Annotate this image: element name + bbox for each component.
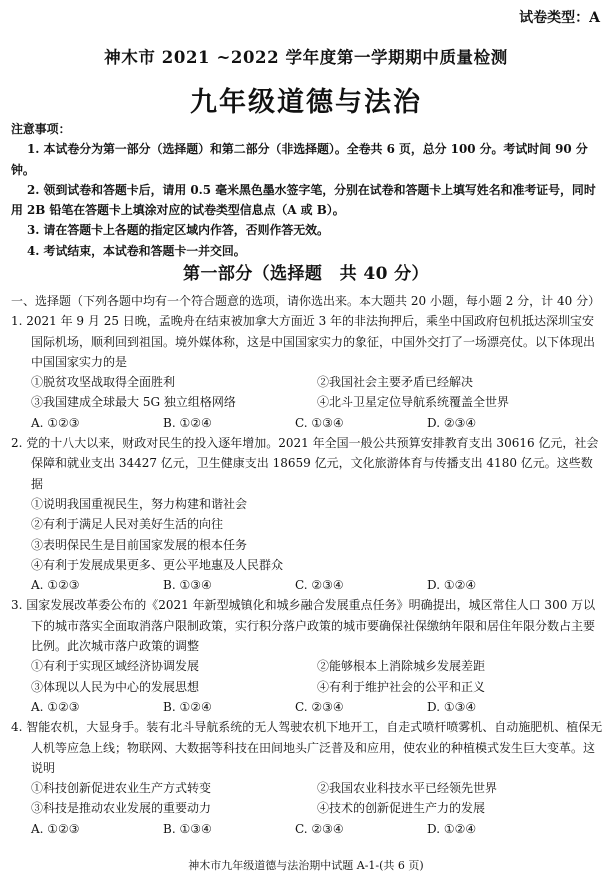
question-statements [11,494,603,595]
part1-title: 第一部分（选择题 共 40 分） [183,264,429,284]
question-stem: 3. 国家发展改革委公布的《2021 年新型城镇化和城乡融合发展重点任务》明确提出，城区常住人口 300 万以下的城市落实全面取消落户限制政策，实行积分落户政策的城市要确保社保缴纳年限和居住年限分数占主要比例。此次城市落户政策的调整 [11,598,596,654]
notice-block [11,119,603,261]
choice-c: C. ②③④ [295,578,344,593]
choice-a: A. ①②③ [31,578,80,593]
notice-item: 3. 请在答题卡上各题的指定区域内作答，否则作答无效。 [27,223,329,238]
choice-c: C. ②③④ [295,699,344,714]
question-2 [11,433,603,595]
subject-title: 九年级道德与法治 [190,87,422,118]
statement: ④北斗卫星定位导航系统覆盖全世界 [317,395,510,410]
choice-a: A. ①②③ [31,415,80,430]
choice-b: B. ①②④ [163,699,212,714]
question-stem: 4. 智能农机，大显身手。装有北斗导航系统的无人驾驶农机下地开工，自走式喷杆喷雾机、自动施肥机、植保无人机等应急上线；物联网、大数据等科技在田间地头广泛普及和应用，使农业的种植模式发生巨大变革。这说明 [11,720,603,775]
question-statements [11,372,603,433]
statement: ③表明保民生是目前国家发展的根本任务 [31,537,248,552]
statement: ①科技创新促进农业生产方式转变 [31,781,212,796]
page-footer: 神木市九年级道德与法治期中试题 A-1-(共 6 页) [188,859,424,872]
statement: ④有利于发展成果更多、更公平地惠及人民群众 [31,557,284,572]
choice-c: C. ①③④ [295,415,344,430]
choice-b: B. ①③④ [163,578,212,593]
statement: ②我国社会主要矛盾已经解决 [317,375,474,390]
choice-d: D. ②③④ [427,415,477,430]
question-statements [11,656,603,717]
exam-type-label: 试卷类型：A [519,10,600,26]
question-4 [11,717,603,839]
statement: ③科技是推动农业发展的重要动力 [31,801,212,816]
statement: ①脱贫攻坚战取得全面胜利 [31,375,176,390]
question-stem: 2. 党的十八大以来，财政对民生的投入逐年增加。2021 年全国一般公共预算安排教育支出 30616 亿元，社会保障和就业支出 34427 亿元，卫生健康支出 18659 亿元，文化旅游体育与传播支出 4180 亿元。这些数据 [11,436,599,491]
choice-d: D. ①②④ [427,821,477,836]
statement: ④技术的创新促进生产力的发展 [317,801,486,816]
choice-a: A. ①②③ [31,821,80,836]
choice-b: B. ①③④ [163,821,212,836]
exam-title: 神木市 2021 ~2022 学年度第一学期期中质量检测 [104,48,508,67]
notice-item: 4. 考试结束，本试卷和答题卡一并交回。 [27,243,246,258]
choice-d: D. ①②④ [427,578,477,593]
choice-d: D. ①③④ [427,699,477,714]
notice-heading: 注意事项： [11,122,71,136]
choice-a: A. ①②③ [31,699,80,714]
choice-section [11,291,603,839]
statement: ①有利于实现区域经济协调发展 [31,659,200,674]
section-intro: 一、选择题（下列各题中均有一个符合题意的选项，请你选出来。本大题共 20 小题，每小题 2 分，计 40 分） [11,294,601,308]
notice-item: 2. 领到试卷和答题卡后，请用 0.5 毫米黑色墨水签字笔，分别在试卷和答题卡上填写姓名和准考证号，同时用 2B 铅笔在答题卡上填涂对应的试卷类型信息点（A 或 B）。 [11,182,596,218]
question-1 [11,311,603,433]
choice-b: B. ①②④ [163,415,212,430]
statement: ③我国建成全球最大 5G 独立组格网络 [31,395,236,410]
choice-c: C. ②③④ [295,821,344,836]
question-3 [11,595,603,717]
statement: ①说明我国重视民生，努力构建和谐社会 [31,496,248,511]
notice-item: 1. 本试卷分为第一部分（选择题）和第二部分（非选择题）。全卷共 6 页，总分 100 分。考试时间 90 分钟。 [11,142,588,177]
statement: ②能够根本上消除城乡发展差距 [317,659,486,674]
statement: ③体现以人民为中心的发展思想 [31,679,200,694]
statement: ②有利于满足人民对美好生活的向往 [31,517,224,532]
statement: ④有利于维护社会的公平和正义 [317,679,486,694]
question-statements [11,778,603,839]
statement: ②我国农业科技水平已经领先世界 [317,781,498,796]
question-stem: 1. 2021 年 9 月 25 日晚，孟晚舟在结束被加拿大方面近 3 年的非法拘押后，乘坐中国政府包机抵达深圳宝安国际机场，顺利回到祖国。境外媒体称，这是中国国家实力的象征，中国外交打了一场漂亮仗。以下体现出中国国家实力的是 [11,314,596,369]
